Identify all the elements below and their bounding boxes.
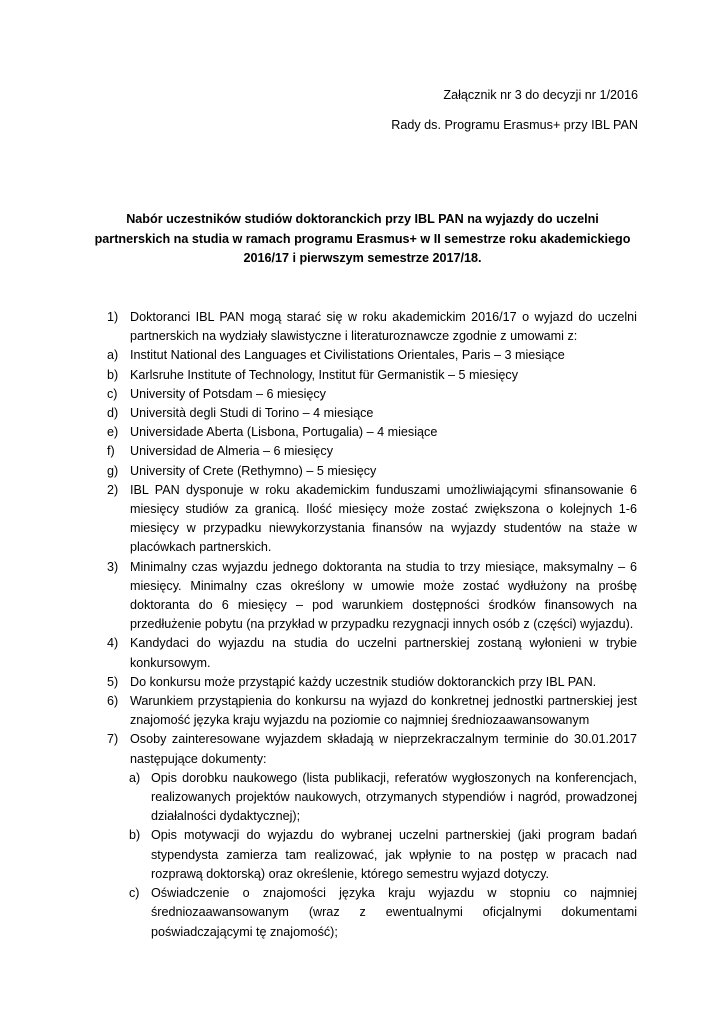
sub-item-text: Opis motywacji do wyjazdu do wybranej uczelni partnerskiej (jaki program badań stypendysta zamierza tam realizować, jak wpłynie to na postęp w pracach nad rozprawą doktorską) oraz określenie, którego semestru wyjazd dotyczy. — [151, 828, 637, 881]
partner-item-g — [92, 462, 637, 481]
sub-item-label: c) — [129, 886, 140, 901]
document-item-b — [92, 826, 637, 884]
list-item-label: 6) — [107, 694, 119, 709]
sub-item-text: Opis dorobku naukowego (lista publikacji, referatów wygłoszonych na konferencjach, realizowanych projektów naukowych, otrzymanych stypendiów i nagród, prowadzonej działalności dydaktycznej); — [151, 770, 637, 824]
list-item-label: 5) — [107, 674, 119, 689]
document-title: Nabór uczestników studiów doktoranckich przy IBL PAN na wyjazdy do uczelni partnerskich na studia w ramach programu Erasmus+ w II semestrze roku akademickiego 2016/17 i pierwszym semestrze 2017/18. — [94, 212, 631, 266]
sub-item-label: a) — [129, 770, 141, 785]
list-item-text: Kandydaci do wyjazdu na studia do uczelni partnerskiej zostaną wyłonieni w trybie konkursowym. — [130, 636, 637, 670]
list-item-label: b) — [107, 367, 119, 382]
list-item-text: University of Potsdam – 6 miesięcy — [130, 386, 326, 401]
list-item-text: Doktoranci IBL PAN mogą starać się w roku akademickim 2016/17 o wyjazd do uczelni partnerskich na wydziały slawistyczne i literaturoznawcze zgodnie z umowami z: — [130, 310, 637, 344]
list-item-label: g) — [107, 463, 119, 478]
list-item-label: 4) — [107, 636, 119, 651]
list-item-label: d) — [107, 406, 119, 421]
list-item-6 — [92, 692, 637, 730]
list-item-text: Karlsruhe Institute of Technology, Institut für Germanistik – 5 miesięcy — [130, 367, 519, 382]
list-item-text: Universidad de Almeria – 6 miesięcy — [130, 444, 333, 459]
list-item-label: f) — [107, 444, 115, 459]
list-item-label: c) — [107, 386, 118, 401]
list-item-text: IBL PAN dysponuje w roku akademickim funduszami umożliwiającymi sfinansowanie 6 miesięcy studiów za granicą. Ilość miesięcy może zostać zwiększona o kolejnych 1-6 miesięcy w przypadku niewykorzystania finansów na wyjazdy studentów na staże w placówkach partnerskich. — [130, 482, 637, 555]
list-item-3 — [92, 558, 637, 635]
partner-item-a — [92, 346, 637, 365]
list-item-text: Universidade Aberta (Lisbona, Portugalia) – 4 miesiące — [130, 425, 438, 440]
list-item-text: Institut National des Languages et Civilistations Orientales, Paris – 3 miesiące — [130, 348, 565, 363]
partner-item-f — [92, 442, 637, 461]
list-item-text: Warunkiem przystąpienia do konkursu na wyjazd do konkretnej jednostki partnerskiej jest znajomość języka kraju wyjazdu na poziomie co najmniej średniozaawansowanym — [130, 694, 637, 728]
list-item-label: a) — [107, 348, 119, 363]
partner-item-d — [92, 404, 637, 423]
partner-item-b — [92, 366, 637, 385]
partner-item-c — [92, 385, 637, 404]
list-item-text: Do konkursu może przystąpić każdy uczestnik studiów doktoranckich przy IBL PAN. — [130, 674, 597, 689]
list-item-text: University of Crete (Rethymno) – 5 miesięcy — [130, 463, 377, 478]
list-item-4 — [92, 634, 637, 672]
sub-item-label: b) — [129, 828, 141, 843]
list-item-1 — [92, 308, 637, 346]
list-item-label: 2) — [107, 482, 119, 497]
list-item-5 — [92, 673, 637, 692]
document-item-a — [92, 769, 637, 827]
document-item-c — [92, 884, 637, 942]
sub-item-text: Oświadczenie o znajomości języka kraju wyjazdu w stopniu co najmniej średniozaawansowanym (wraz z ewentualnymi oficjalnymi dokumentami poświadczającymi tę znajomość); — [151, 886, 637, 939]
list-item-label: 7) — [107, 732, 119, 747]
attachment-header: Załącznik nr 3 do decyzji nr 1/2016 — [443, 88, 638, 102]
list-item-text: Osoby zainteresowane wyjazdem składają w nieprzekraczalnym terminie do 30.01.2017 następujące dokumenty: — [130, 732, 637, 766]
rules-list — [92, 308, 637, 942]
list-item-text: Università degli Studi di Torino – 4 miesiące — [130, 406, 374, 421]
list-item-2 — [92, 481, 637, 558]
list-item-7 — [92, 730, 637, 768]
list-item-label: 1) — [107, 310, 119, 324]
partner-item-e — [92, 423, 637, 442]
list-item-label: e) — [107, 425, 119, 440]
council-header: Rady ds. Programu Erasmus+ przy IBL PAN — [391, 118, 638, 132]
list-item-label: 3) — [107, 559, 119, 574]
list-item-text: Minimalny czas wyjazdu jednego doktoranta na studia to trzy miesiące, maksymalny – 6 miesięcy. Minimalny czas określony w umowie może zostać wydłużony na prośbę doktoranta do 6 miesięcy – pod warunkiem dostępności środków finansowych na przedłużenie pobytu (na przykład w przypadku rezygnacji innych osób z (części) wyjazdu). — [130, 559, 637, 632]
